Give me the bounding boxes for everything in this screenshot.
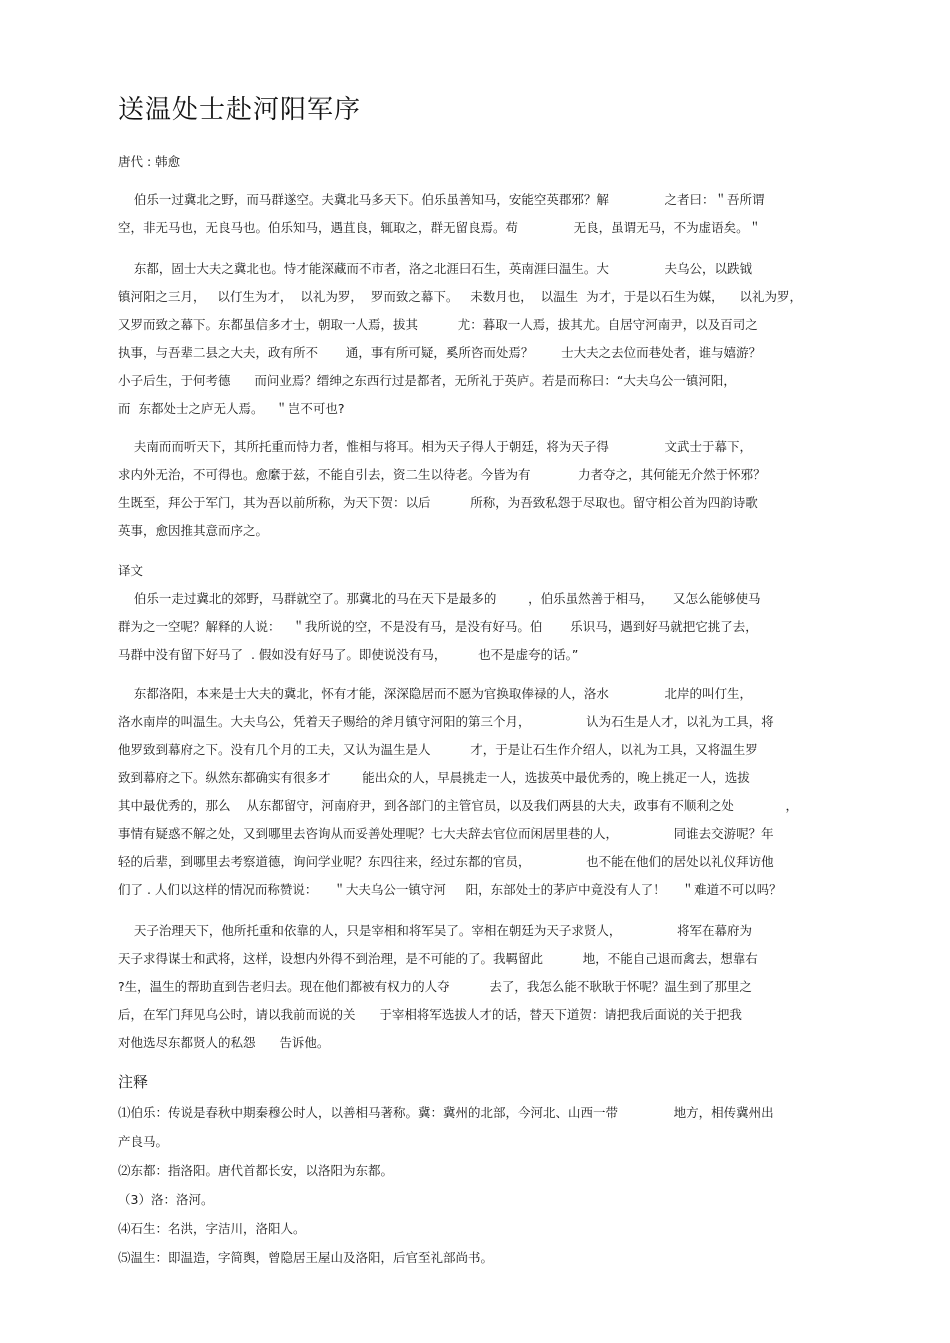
translation-paragraph-2 <box>118 680 830 904</box>
text-line: 空，非无马也，无良马也。伯乐知马，遇苴良，辄取之，群无留良焉。苟 无良，虽谓无马，不为虚语矣。＂ <box>118 220 762 235</box>
text-line: 天子治理天下，他所托重和依靠的人，只是宰相和将军吴了。宰相在朝廷为天子求贤人， 将军在幕府为 <box>118 923 753 938</box>
text-line: 而 东都处士之庐无人焉。 ＂岂不可也? <box>118 401 345 416</box>
text-line: 伯乐一走过冀北的郊野，马群就空了。那冀北的马在天下是最多的 ，伯乐虽然善于相马， 又怎么能够使马 <box>118 591 761 606</box>
text-line: 马群中没有留下好马了 . 假如没有好马了。即使说没有马， 也不是虚夸的话。” <box>118 647 579 662</box>
text-line: ?生，温生的帮助直到告老归去。现在他们都被有权力的人夺 去了，我怎么能不耿耿于怀呢？温生到了那里之 <box>118 979 752 994</box>
text-line: 东都，固士大夫之冀北也。恃才能深藏而不市者，洛之北涯曰石生，英南涯曰温生。大 夫乌公，以跌钺 <box>118 261 753 276</box>
text-line: 洛水南岸的叫温生。大夫乌公，凭着天子赐给的斧月镇守河阳的第三个月， 认为石生是人才，以礼为工具，将 <box>118 714 774 729</box>
translation-paragraph-3 <box>118 917 830 1057</box>
translation-heading: 译文 <box>118 563 144 578</box>
text-line: 事情有疑惑不解之处，又到哪里去咨询从而妥善处理呢？七大夫辞去官位而闲居里巷的人， 同谁去交游呢？年 <box>118 826 774 841</box>
note-line: ⑵东都：指洛阳。唐代首都长安，以洛阳为东都。 <box>118 1163 394 1178</box>
text-line: 求内外无治，不可得也。愈縻于兹，不能自引去，资二生以待老。今皆为有 力者夺之，其何能无介然于怀邪？ <box>118 467 766 482</box>
text-line: 群为之一空呢？解释的人说： ＂我所说的空，不是没有马，是没有好马。伯 乐识马，遇到好马就把它挑了去， <box>118 619 758 634</box>
text-line: 其中最优秀的，那么 从东都留守，河南府尹，到各部门的主管官员，以及我们两县的大夫，政事有不顺利之处 ， <box>118 798 799 813</box>
original-paragraph-1 <box>118 186 830 242</box>
text-line: 他罗致到幕府之下。没有几个月的工夫，又认为温生是人 才，于是让石生作介绍人，以礼为工具，又将温生罗 <box>118 742 758 757</box>
text-line: 又罗而致之幕下。东都虽信多才士，朝取一人焉，拔其 尤：暮取一人焉，拔其尤。自居守河南尹，以及百司之 <box>118 317 758 332</box>
note-line: 产良马。 <box>118 1134 169 1149</box>
notes-heading: 注释 <box>118 1073 149 1091</box>
note-line: ⑷石生：名洪，字洁川，洛阳人。 <box>118 1221 306 1236</box>
note-line: （3）洛：洛河。 <box>118 1192 214 1207</box>
text-line: 英事，愈因推其意而序之。 <box>118 523 269 538</box>
text-line: 东都洛阳，本来是士大夫的冀北，怀有才能，深深隐居而不愿为官换取俸禄的人，洛水 北岸的叫仃生， <box>118 686 753 701</box>
original-paragraph-3 <box>118 433 830 545</box>
text-line: 执事，与吾辈二县之大夫，政有所不 通，事有所可疑，奚所咨而处焉？ 士大夫之去位而巷处者，谁与嬉游？ <box>118 345 762 360</box>
text-line: 镇河阳之三月， 以仃生为才， 以礼为罗， 罗而致之幕下。 未数月也， 以温生 为才，于是以石生为媒， 以礼为罗， <box>118 289 803 304</box>
translation-paragraph-1 <box>118 585 830 669</box>
original-paragraph-2 <box>118 255 830 423</box>
text-line: 小子后生，于何考德 而问业焉？缙绅之东西行过是都者，无所礼于英庐。若是而称曰：“大夫乌公一镇河阳， <box>118 373 736 388</box>
author-line: 唐代 : 韩愈 <box>118 154 181 169</box>
text-line: 轻的后辈，到哪里去考察道德，询问学业呢？东四往来，经过东都的官员， 也不能在他们的居处以礼仪拜访他 <box>118 854 774 869</box>
text-line: 后，在军门拜见乌公时，请以我前而说的关 于宰相将军选拔人才的话，替天下道贺：请把我后面说的关于把我 <box>118 1007 742 1022</box>
text-line: 生既至，拜公于军门，其为吾以前所称，为天下贺：以后 所称，为吾致私怨于尽取也。留守相公首为四韵诗歌 <box>118 495 758 510</box>
note-line: ⑸温生：即温造，字简舆，曾隐居王屋山及洛阳，后官至礼部尚书。 <box>118 1250 494 1265</box>
text-line: 致到幕府之下。纵然东都确实有很多才 能出众的人，早晨挑走一人，选拔英中最优秀的，晚上挑疋一人，选拔 <box>118 770 750 785</box>
text-line: 夫南而而听天下，其所托重而恃力者，惟相与将耳。相为天子得人于朝廷，将为天子得 文武士于幕下， <box>118 439 753 454</box>
text-line: 天子求得谋士和武将，这样，设想内外得不到治理，是不可能的了。我羁留此 地，不能自己退而禽去，想靠右 <box>118 951 758 966</box>
page-title: 送温处士赴河阳军序 <box>118 95 362 125</box>
notes-list <box>118 1098 830 1272</box>
text-line: 对他选尽东都贤人的私怨 告诉他。 <box>118 1035 330 1050</box>
text-line: 们了 . 人们以这样的情况而称赞说： ＂大夫乌公一镇守河 阳，东部处士的茅庐中竟没有人了！ ＂难道不可以吗？ <box>118 882 782 897</box>
note-line: ⑴伯乐：传说是春秋中期秦穆公时人，以善相马著称。冀：冀州的北部，今河北、山西一带 地方，相传冀州出 <box>118 1105 774 1120</box>
text-line: 伯乐一过冀北之野，而马群遂空。夫冀北马多天下。伯乐虽善知马，安能空英郡邪？解 之者曰：＂吾所谓 <box>118 192 765 207</box>
